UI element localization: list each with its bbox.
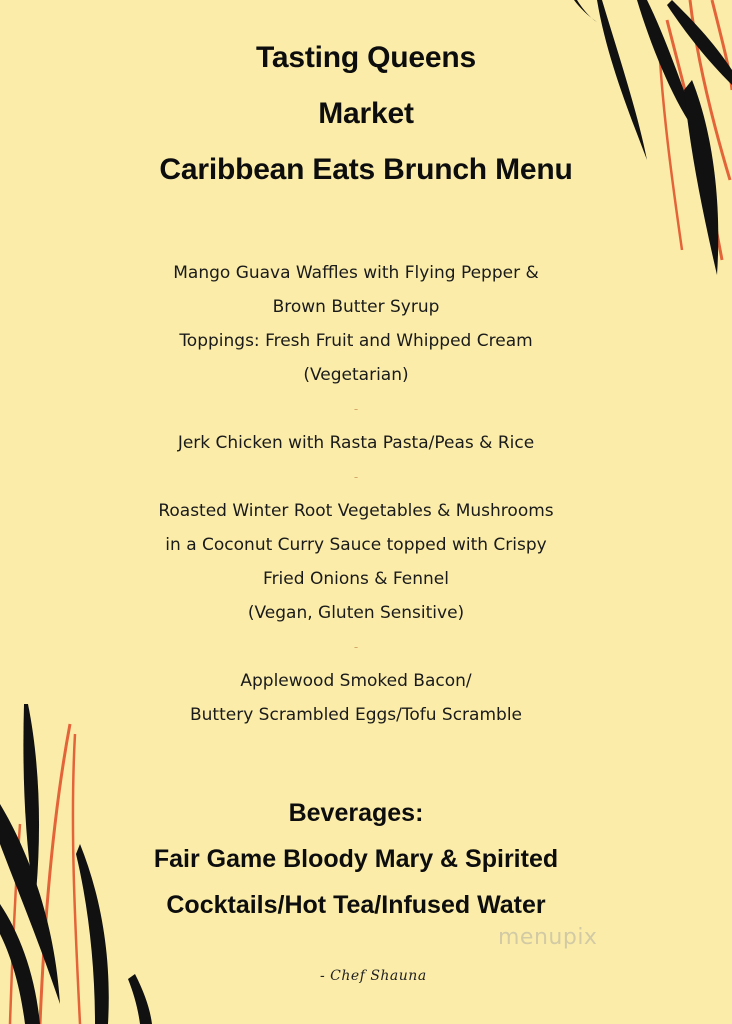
beverages-line: Fair Game Bloody Mary & Spirited <box>153 845 559 873</box>
beverages-section <box>0 790 732 928</box>
menu-line: Buttery Scrambled Eggs/Tofu Scramble <box>190 705 522 725</box>
menu-line: Roasted Winter Root Vegetables & Mushrooms <box>158 501 554 521</box>
menu-separator: - <box>353 402 359 416</box>
title-line: Caribbean Eats Brunch Menu <box>159 153 573 186</box>
title-line: Tasting Queens <box>255 41 477 74</box>
menu-line: Mango Guava Waffles with Flying Pepper & <box>173 263 539 283</box>
watermark: menupix <box>498 925 598 950</box>
menu-line: in a Coconut Curry Sauce topped with Crispy <box>165 535 547 555</box>
menu-items <box>0 256 732 732</box>
chef-signature: - Chef Shauna <box>320 968 427 984</box>
title-line: Market <box>318 97 414 130</box>
menu-line: Applewood Smoked Bacon/ <box>240 671 472 691</box>
beverages-heading: Beverages: <box>288 799 424 827</box>
menu-line: Toppings: Fresh Fruit and Whipped Cream <box>179 331 533 351</box>
page-title <box>0 30 732 198</box>
menu-line: (Vegan, Gluten Sensitive) <box>247 603 465 623</box>
menu-line: Jerk Chicken with Rasta Pasta/Peas & Rice <box>177 433 535 453</box>
menu-separator: - <box>353 470 359 484</box>
menu-line: Brown Butter Syrup <box>272 297 440 317</box>
beverages-line: Cocktails/Hot Tea/Infused Water <box>166 891 546 919</box>
menu-separator: - <box>353 640 359 654</box>
menu-line: Fried Onions & Fennel <box>263 569 449 589</box>
menu-line: (Vegetarian) <box>303 365 409 385</box>
